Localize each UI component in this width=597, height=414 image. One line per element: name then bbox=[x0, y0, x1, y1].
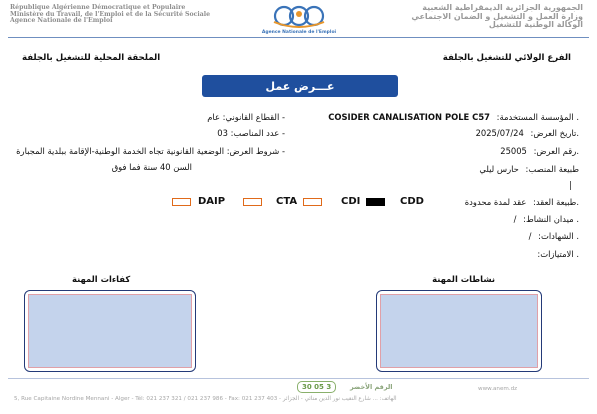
nature-label: طبيعة المنصب: bbox=[525, 164, 579, 174]
privileges-row bbox=[537, 249, 579, 259]
skills-title: كفاءات المهنة bbox=[72, 274, 131, 284]
contract-value: عقد لمدة محدودة bbox=[464, 197, 527, 207]
conditions-line-1: - شروط العرض: الوضعية القانونية تجاه الخدمة الوطنية-الإقامة ببلدية المجبارة bbox=[16, 146, 285, 156]
daip-checkbox[interactable] bbox=[172, 198, 191, 206]
date-label: .تاريخ العرض: bbox=[530, 128, 579, 138]
sector-line: - القطاع القانوني: عام bbox=[207, 112, 285, 122]
header-arabic bbox=[373, 4, 583, 30]
number-row bbox=[500, 146, 579, 156]
offer-title: عـــرض عمل bbox=[202, 75, 398, 97]
header-french bbox=[10, 5, 220, 25]
contract-label: .طبيعة العقد: bbox=[533, 197, 579, 207]
certificates-row bbox=[529, 231, 579, 241]
header-arabic-line: الجمهورية الجزائرية الديمقراطية الشعبية bbox=[422, 3, 583, 12]
branch-local: الملحقة المحلية للتشغيل بالجلفة bbox=[22, 53, 161, 63]
footer-address: 5, Rue Capitaine Nordine Mennani - Alger - Tél: 021 237 321 / 021 237 986 - Fax: 021 237 403 - الهاتف: ... شارع النقيب نور الدين منائي - الجزائر bbox=[14, 396, 397, 402]
activity-row bbox=[514, 214, 579, 224]
header-arabic-line: وزارة العمل و التشغيل و الضمان الاجتماعي bbox=[411, 11, 583, 21]
cdi-label: CDI bbox=[341, 196, 361, 207]
header-french-line: Ministère du Travail, de l'Emploi et de la Sécurité Sociale bbox=[10, 10, 211, 18]
certificates-label: . الشهادات: bbox=[538, 231, 579, 241]
conditions-line-2: السن 40 سنة فما فوق bbox=[111, 162, 192, 172]
privileges-label: . الامتيازات: bbox=[537, 249, 579, 259]
logo-caption: Agence Nationale de l'Emploi bbox=[261, 30, 337, 35]
skills-content-area bbox=[28, 294, 192, 368]
contract-row bbox=[465, 197, 579, 207]
footer-divider bbox=[8, 378, 589, 379]
date-row bbox=[476, 128, 579, 138]
skills-frame bbox=[24, 290, 196, 372]
cta-checkbox[interactable] bbox=[303, 198, 322, 206]
separator-mark: | bbox=[569, 180, 572, 190]
employer-row bbox=[328, 112, 579, 122]
header-divider bbox=[8, 37, 589, 38]
nature-value: حارس ليلي bbox=[479, 164, 519, 174]
cdi-checkbox[interactable] bbox=[366, 198, 385, 206]
positions-line: - عدد المناصب: 03 bbox=[217, 128, 285, 138]
cta-label: CTA bbox=[276, 196, 298, 207]
number-value: 25005 bbox=[500, 146, 527, 156]
employer-value: COSIDER CANALISATION POLE C57 bbox=[328, 112, 490, 122]
number-label: .رقم العرض: bbox=[533, 146, 579, 156]
green-number-label: الرقم الأخضر bbox=[350, 383, 393, 391]
certificates-value: / bbox=[528, 231, 532, 241]
employer-label: . المؤسسة المستخدمة: bbox=[496, 112, 579, 122]
activity-value: / bbox=[513, 214, 517, 224]
activities-content-area bbox=[380, 294, 538, 368]
cta-blank-box[interactable] bbox=[243, 198, 262, 206]
header-french-line: Agence Nationale de l'Emploi bbox=[10, 17, 113, 25]
anem-logo bbox=[262, 2, 336, 32]
nature-row bbox=[479, 164, 579, 174]
green-number: 30 05 3 bbox=[297, 381, 336, 393]
daip-label: DAIP bbox=[198, 196, 226, 207]
header-arabic-line: الوكالة الوطنية للتشغيل bbox=[488, 20, 583, 30]
activity-label: . ميدان النشاط: bbox=[523, 214, 579, 224]
header-french-line: République Algérienne Démocratique et Populaire bbox=[10, 4, 186, 11]
footer-website[interactable]: www.anem.dz bbox=[478, 386, 518, 392]
cdd-label: CDD bbox=[400, 196, 424, 207]
activities-frame bbox=[376, 290, 542, 372]
branch-wilaya: الفرع الولائي للتشغيل بالجلفة bbox=[442, 53, 571, 63]
date-value: 2025/07/24 bbox=[475, 128, 524, 138]
activities-title: نشاطات المهنة bbox=[432, 274, 495, 284]
